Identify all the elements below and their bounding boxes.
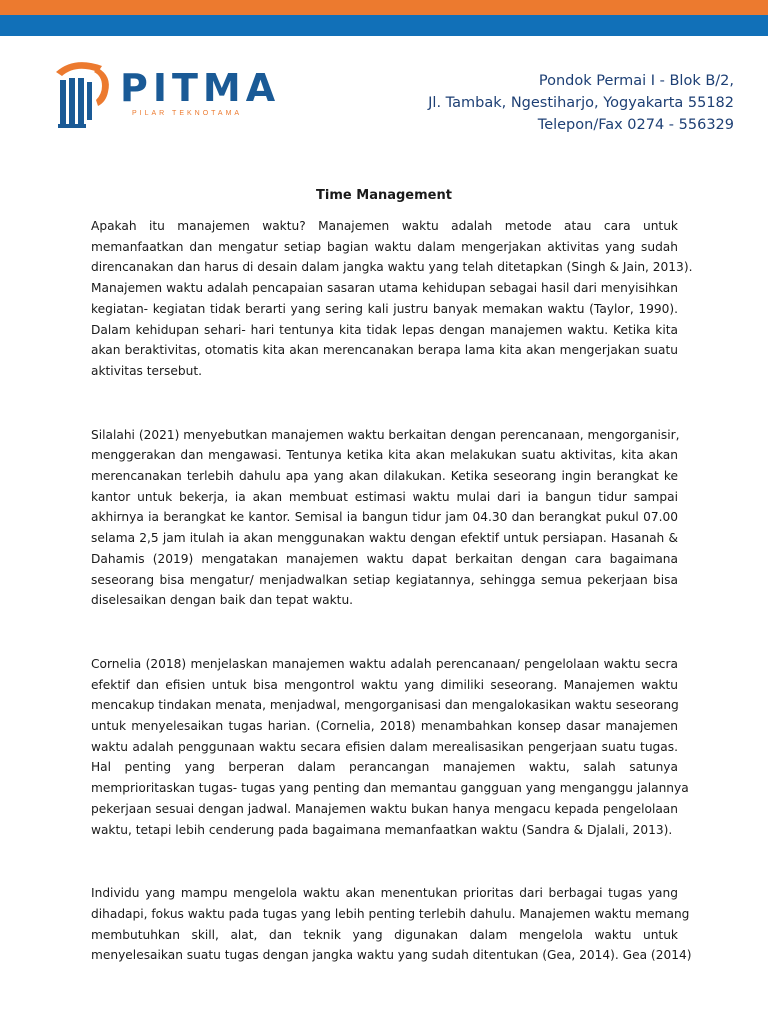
address-phone: Telepon/Fax 0274 - 556329 [537,117,734,133]
paragraph-line: seseorang bisa mengatur/ menjadwalkan setiap kegiatannya, sehingga semua pekerjaan bisa [91,572,678,587]
paragraph-line: Individu yang mampu mengelola waktu akan menentukan prioritas dari berbagai tugas yang [91,886,678,901]
paragraph-line: merencanakan terlebih dahulu apa yang akan dilakukan. Ketika seseorang ingin berangkat ke [91,469,678,484]
logo-wordmark: PITMA [120,66,281,110]
pillar-logo-icon [52,58,114,130]
document-title: Time Management [316,188,452,203]
paragraph [91,425,678,611]
header-band-orange [0,0,768,15]
paragraph [91,216,693,382]
address-line: Jl. Tambak, Ngestiharjo, Yogyakarta 55182 [428,95,734,111]
paragraph-line: akan beraktivitas, otomatis kita akan merencanakan berapa lama kita akan mengerjakan suatu [91,343,678,358]
paragraph-line: waktu adalah penggunaan waktu secara efisien dalam merealisasikan pengerjaan suatu tugas. [91,739,678,754]
paragraph-line: menyelesaikan suatu tugas dengan jangka waktu yang sudah ditentukan (Gea, 2014). Gea (2014) [91,948,692,963]
paragraph-line: aktivitas tersebut. [91,363,203,378]
paragraph-line: dihadapi, fokus waktu pada tugas yang lebih penting terlebih dahulu. Manajemen waktu memang [91,906,690,921]
paragraph-line: Dahamis (2019) mengatakan manajemen waktu dapat berkaitan dengan cara bagaimana [91,551,678,566]
paragraph-line: waktu, tetapi lebih cenderung pada bagaimana memanfaatkan waktu (Sandra & Djalali, 2013). [91,822,673,837]
paragraph-line: Manajemen waktu adalah pencapaian sasaran utama kehidupan sebagai hasil dari menyisihkan [91,281,678,296]
paragraph-line: untuk menyelesaikan tugas harian. (Cornelia, 2018) menambahkan konsep dasar manajemen [91,719,678,734]
document-body [91,216,693,1009]
paragraph-line: memprioritaskan tugas- tugas yang penting dan memantau gangguan yang menganggu jalannya [91,781,689,796]
paragraph-line: memanfaatkan dan mengatur setiap bagian waktu dalam mengerjakan aktivitas yang sudah [91,239,678,254]
paragraph-line: Apakah itu manajemen waktu? Manajemen waktu adalah metode atau cara untuk [91,219,678,233]
header-band-blue [0,15,768,36]
paragraph-line: diselesaikan dengan baik dan tepat waktu. [91,593,354,608]
paragraph-line: Cornelia (2018) menjelaskan manajemen waktu adalah perencanaan/ pengelolaan waktu secra [91,656,678,671]
paragraph-line: Dalam kehidupan sehari- hari tentunya kita tidak lepas dengan manajemen waktu. Ketika kita [91,322,678,337]
pitma-logo [52,58,282,130]
company-address [428,70,734,136]
paragraph-line: kegiatan- kegiatan tidak berarti yang sering kali justru banyak memakan waktu (Taylor, 1990). [91,301,678,316]
paragraph-line: kantor untuk bekerja, ia akan membuat estimasi waktu mulai dari ia bangun tidur sampai [91,489,678,504]
paragraph [91,883,692,966]
paragraph-line: Silalahi (2021) menyebutkan manajemen waktu berkaitan dengan perencanaan, mengorganisir, [91,427,680,442]
paragraph-line: menggerakan dan mengawasi. Tentunya ketika kita akan melakukan suatu aktivitas, kita akan [91,448,678,463]
paragraph-line: mencakup tindakan menata, menjadwal, mengorganisasi dan mengalokasikan waktu seseorang [91,698,679,713]
logo-tagline: PILAR TEKNOTAMA [132,110,243,117]
paragraph-line: selama 2,5 jam itulah ia akan menggunakan waktu dengan efektif untuk persiapan. Hasanah & [91,531,678,546]
address-line: Pondok Permai I - Blok B/2, [538,73,734,89]
paragraph [91,654,689,840]
paragraph-line: direncanakan dan harus di desain dalam jangka waktu yang telah ditetapkan (Singh & Jain, 2013). [91,260,693,275]
paragraph-line: efektif dan efisien untuk bisa mengontrol waktu yang dimiliki seseorang. Manajemen waktu [91,677,678,692]
paragraph-line: pekerjaan sesuai dengan jadwal. Manajemen waktu bukan hanya mengacu kepada pengelolaan [91,801,678,816]
paragraph-line: Hal penting yang berperan dalam perancangan manajemen waktu, salah satunya [91,760,678,775]
paragraph-line: akhirnya ia berangkat ke kantor. Semisal ia bangun tidur jam 04.30 dan berangkat pukul 07.00 [91,510,678,525]
paragraph-line: membutuhkan skill, alat, dan teknik yang digunakan dalam mengelola waktu untuk [91,927,678,942]
